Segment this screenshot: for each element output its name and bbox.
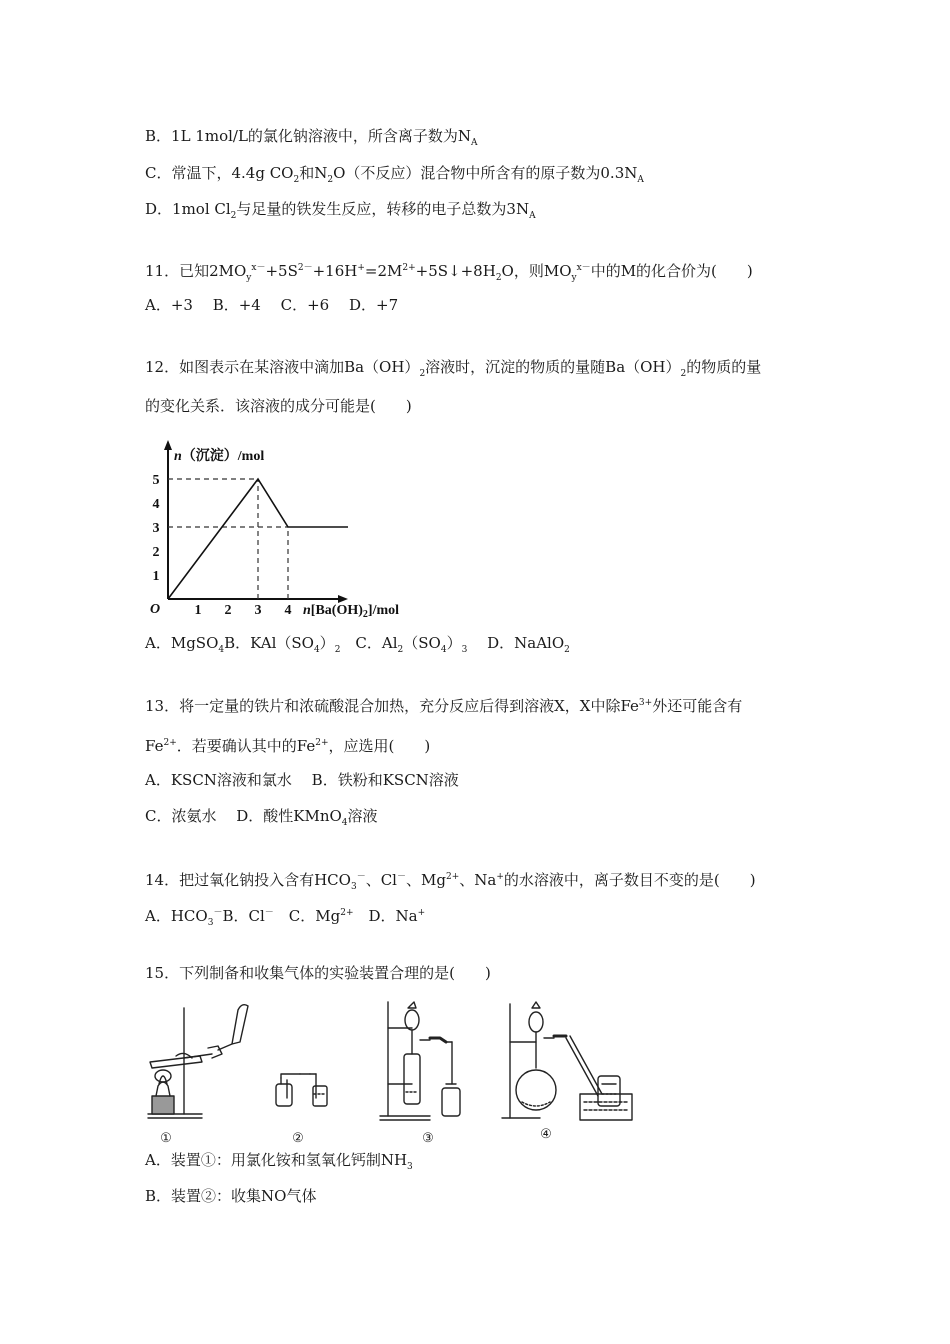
- apparatus-label-4: ④: [540, 1126, 552, 1141]
- y-axis-label: n（沉淀）/mol: [174, 449, 265, 464]
- y-tick-label: 2: [152, 545, 160, 560]
- x-axis-label: $n[Ba(OH)_2]$/mol: [303, 603, 400, 620]
- y-tick-label: 4: [152, 497, 160, 512]
- q14-options: A．$HCO_3^-B$．Cl－ C．$Mg^{2+}$ D．Na+: [145, 907, 426, 928]
- x-tick-label: 4: [284, 603, 292, 618]
- q10-option-c: C．常温下，4.4g $CO_2$和$N_2O$（不反应）混合物中所含有的原子数为$0.3N_A$: [145, 164, 644, 185]
- y-tick-label: 3: [152, 521, 160, 536]
- q13-stem-line1: 13．将一定量的铁片和浓硫酸混合加热，充分反应后得到溶液X，X中除$Fe^{3+}$外还可能含有: [145, 697, 743, 715]
- q11-stem: 11．已知$2MO_y^{x-}+5S^{2-}+16H^+=2M^{2+}+5S↓+8H_2O$，则$MO_y^{x-}$中的M的化合价为( ): [145, 262, 753, 283]
- q12-precipitate-chart: [140, 438, 460, 623]
- q14-stem: 14．把过氧化钠投入含有$HCO_3^-$、Cl－、$Mg^{2+}$、Na+的水溶液中，离子数目不变的是( ): [145, 871, 756, 892]
- q10-option-d: D．1mol $Cl_2$与足量的铁发生反应，转移的电子总数为$3N_A$: [145, 200, 536, 221]
- apparatus-2-drawing: [276, 1074, 327, 1106]
- apparatus-3-drawing: [380, 1002, 460, 1120]
- origin-label: O: [150, 602, 161, 617]
- q10-option-b: B．1L 1mol/L的氯化钠溶液中，所含离子数为$N_A$: [145, 127, 478, 148]
- apparatus-label-2: ②: [292, 1130, 304, 1145]
- q13-options-cd: C．浓氨水 D．酸性KMnO$_4$溶液: [145, 807, 378, 828]
- x-tick-label: 2: [224, 603, 232, 618]
- y-tick-label: 5: [152, 473, 160, 488]
- q15-option-a: A．装置①：用氯化铵和氢氧化钙制$NH_3$: [145, 1151, 413, 1172]
- q11-options: A．+3 B．+4 C．+6 D．+7: [145, 296, 399, 314]
- apparatus-label-1: ①: [160, 1130, 172, 1145]
- q12-options: A．MgSO$_4$B．$KAl(SO_4)_2$ C．$Al_2(SO_4)_3$ D．NaAlO$_2$: [145, 634, 570, 655]
- apparatus-label-3: ③: [422, 1130, 434, 1145]
- q15-stem: 15．下列制备和收集气体的实验装置合理的是( ): [145, 964, 491, 982]
- q15-option-b: B．装置②：收集NO气体: [145, 1187, 317, 1205]
- apparatus-1-drawing: [148, 1005, 248, 1118]
- x-tick-label: 3: [254, 603, 262, 618]
- y-axis-arrow: [164, 440, 172, 450]
- q12-stem-line1: 12．如图表示在某溶液中滴加$Ba(OH)_2$溶液时，沉淀的物质的量随$Ba(OH)_2$的物质的量: [145, 358, 762, 379]
- x-tick-label: 1: [194, 603, 202, 618]
- y-tick-label: 1: [152, 569, 160, 584]
- q12-stem-line2: 的变化关系．该溶液的成分可能是( ): [145, 397, 412, 415]
- q13-stem-line2: $Fe^{2+}$．若要确认其中的$Fe^{2+}$，应选用( ): [145, 737, 431, 755]
- x-axis-arrow: [338, 595, 348, 603]
- q15-apparatus-figure: [140, 998, 640, 1146]
- q13-options-ab: A．KSCN溶液和氯水 B．铁粉和KSCN溶液: [145, 771, 459, 789]
- apparatus-4-drawing: [502, 1002, 632, 1120]
